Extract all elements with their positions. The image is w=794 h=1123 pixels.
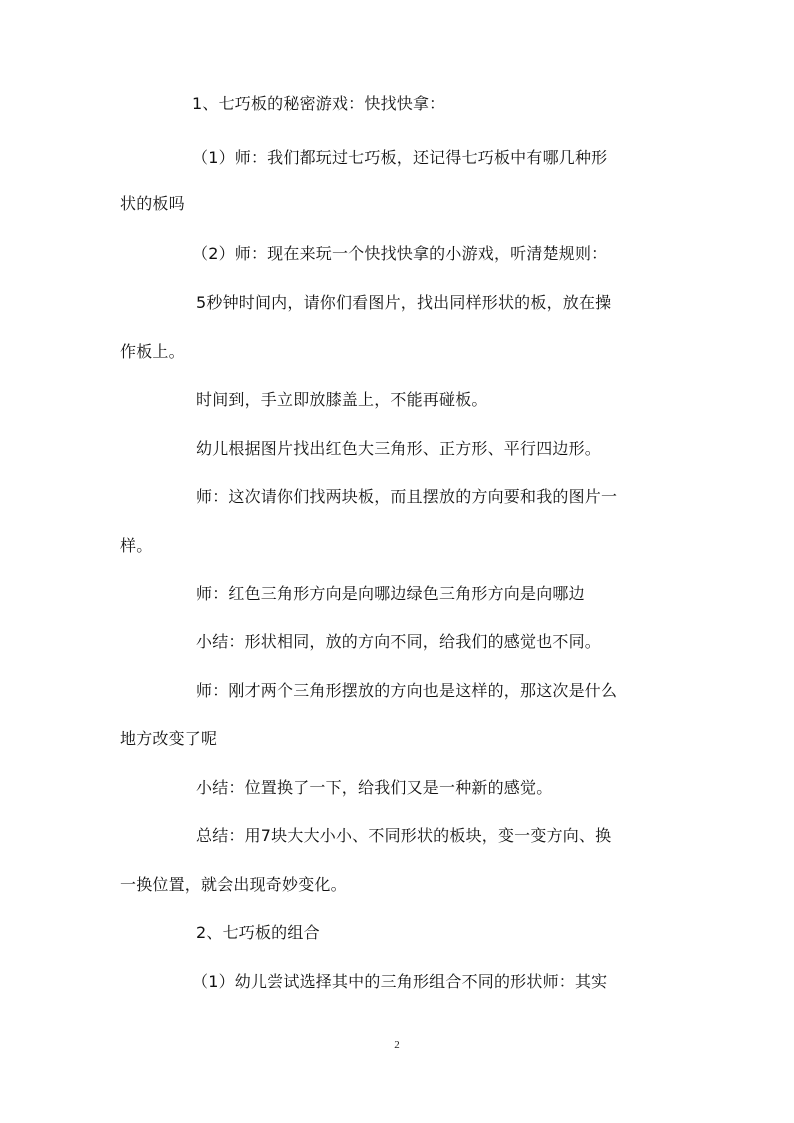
paragraph-line: 师：红色三角形方向是向哪边绿色三角形方向是向哪边: [196, 584, 585, 603]
section-heading-1: 1、七巧板的秘密游戏：快找快拿：: [192, 94, 446, 113]
paragraph-line: 小结：位置换了一下，给我们又是一种新的感觉。: [196, 778, 553, 797]
paragraph-line: （1）师：我们都玩过七巧板，还记得七巧板中有哪几种形: [192, 148, 608, 167]
paragraph-line: 时间到，手立即放膝盖上，不能再碰板。: [196, 390, 488, 409]
paragraph-line: 作板上。: [120, 342, 185, 361]
paragraph-line: （2）师：现在来玩一个快找快拿的小游戏，听清楚规则：: [192, 244, 608, 263]
paragraph-line: 小结：形状相同，放的方向不同，给我们的感觉也不同。: [196, 632, 602, 651]
paragraph-line: 总结：用7块大大小小、不同形状的板块，变一变方向、换: [196, 826, 612, 845]
paragraph-line: 幼儿根据图片找出红色大三角形、正方形、平行四边形。: [196, 439, 602, 458]
paragraph-line: 地方改变了呢: [120, 729, 218, 748]
paragraph-line: （1）幼儿尝试选择其中的三角形组合不同的形状师：其实: [192, 972, 608, 991]
paragraph-line: 状的板吗: [120, 194, 185, 213]
section-heading-2: 2、七巧板的组合: [196, 923, 320, 942]
paragraph-line: 一换位置，就会出现奇妙变化。: [120, 875, 347, 894]
paragraph-line: 师：刚才两个三角形摆放的方向也是这样的，那这次是什么: [196, 681, 618, 700]
paragraph-line: 5秒钟时间内，请你们看图片，找出同样形状的板，放在操: [196, 293, 612, 312]
paragraph-line: 师：这次请你们找两块板，而且摆放的方向要和我的图片一: [196, 487, 618, 506]
page-number: 2: [394, 1039, 400, 1051]
paragraph-line: 样。: [120, 536, 153, 555]
